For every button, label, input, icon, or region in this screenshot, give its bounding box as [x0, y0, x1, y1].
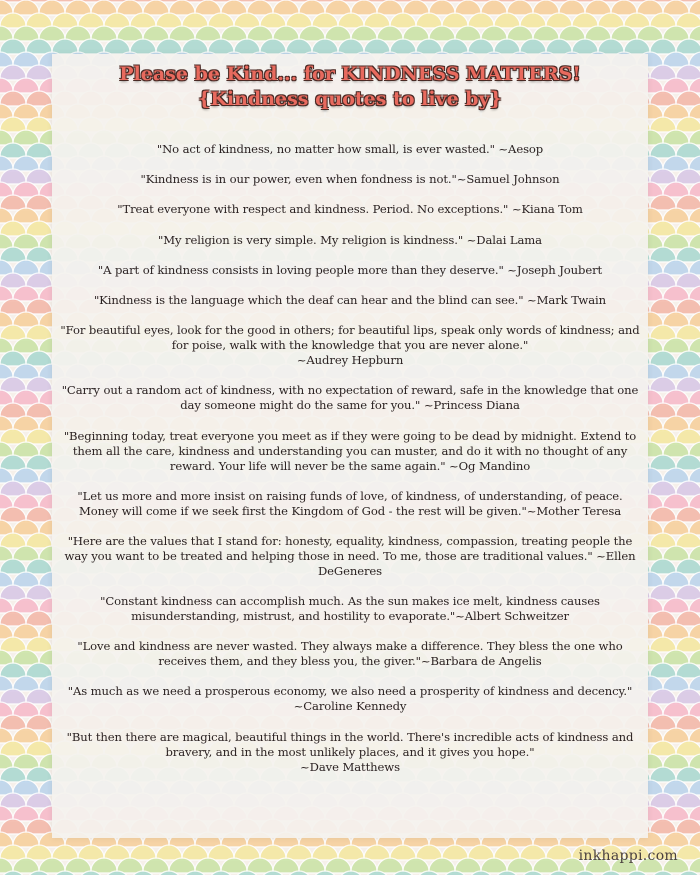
quote-text: "For beautiful eyes, look for the good in others; for beautiful lips, speak only words of kindness; and for poise, walk with the knowledge that you are never alone." — [60, 323, 640, 353]
page-title — [0, 62, 700, 112]
quote-attribution: ~Audrey Hepburn — [296, 353, 404, 368]
quote-text: "Let us more and more insist on raising funds of love, of kindness, of understanding, of peace. Money will come if we seek first the Kingdom of God - the rest will be given."~Mother Teresa — [77, 488, 623, 518]
quote-item — [56, 594, 644, 624]
quote-text: "But then there are magical, beautiful things in the world. There's incredible acts of kindness and bravery, and in the most unlikely places, and it gives you hope." — [66, 729, 634, 759]
quote-item — [56, 172, 644, 187]
title-line-2: {Kindness quotes to live by} — [198, 88, 502, 110]
quote-text: "Kindness is in our power, even when fondness is not."~Samuel Johnson — [140, 172, 560, 187]
quote-list — [56, 142, 644, 790]
quote-item — [56, 639, 644, 669]
quote-item — [56, 233, 644, 248]
quote-text: "No act of kindness, no matter how small, is ever wasted." ~Aesop — [156, 142, 544, 156]
quote-text: "Treat everyone with respect and kindness. Period. No exceptions." ~Kiana Tom — [117, 202, 583, 217]
quote-item — [56, 429, 644, 474]
site-watermark: inkhappi.com — [578, 848, 678, 864]
quote-item — [56, 489, 644, 519]
quote-text: "Carry out a random act of kindness, with no expectation of reward, safe in the knowledge that one day someone might do the same for you." ~Princess Diana — [61, 383, 639, 413]
quote-text: "Here are the values that I stand for: honesty, equality, kindness, compassion, treating people the way you want to be treated and helping those in need. To me, those are traditional values." ~Ellen DeGeneres — [64, 533, 636, 578]
quote-attribution: ~Dave Matthews — [300, 759, 400, 774]
title-line-1: Please be Kind... for KINDNESS MATTERS! — [119, 63, 581, 85]
quote-item — [56, 684, 644, 714]
quote-text: "As much as we need a prosperous economy, we also need a prosperity of kindness and decency." ~Caroline Kennedy — [67, 684, 633, 714]
quote-text: "My religion is very simple. My religion is kindness." ~Dalai Lama — [158, 232, 542, 247]
quote-text: "A part of kindness consists in loving people more than they deserve." ~Joseph Joubert — [97, 262, 603, 277]
quote-item — [56, 534, 644, 579]
quote-item — [56, 142, 644, 157]
quote-item — [56, 383, 644, 413]
quote-item — [56, 323, 644, 368]
quote-text: "Kindness is the language which the deaf can hear and the blind can see." ~Mark Twain — [93, 292, 607, 307]
quote-text: "Love and kindness are never wasted. They always make a difference. They bless the one who receives them, and they bless you, the giver."~Barbara de Angelis — [77, 639, 623, 669]
quote-text: "Beginning today, treat everyone you meet as if they were going to be dead by midnight. Extend to them all the care, kindness and understanding you can muster, and do it with no thought of any reward. Your life will never be the same again." ~Og Mandino — [63, 428, 637, 473]
quote-text: "Constant kindness can accomplish much. As the sun makes ice melt, kindness causes misunderstanding, mistrust, and hostility to evaporate."~Albert Schweitzer — [100, 594, 600, 624]
quote-item — [56, 293, 644, 308]
quote-item — [56, 263, 644, 278]
quote-item — [56, 202, 644, 217]
quote-item — [56, 730, 644, 775]
